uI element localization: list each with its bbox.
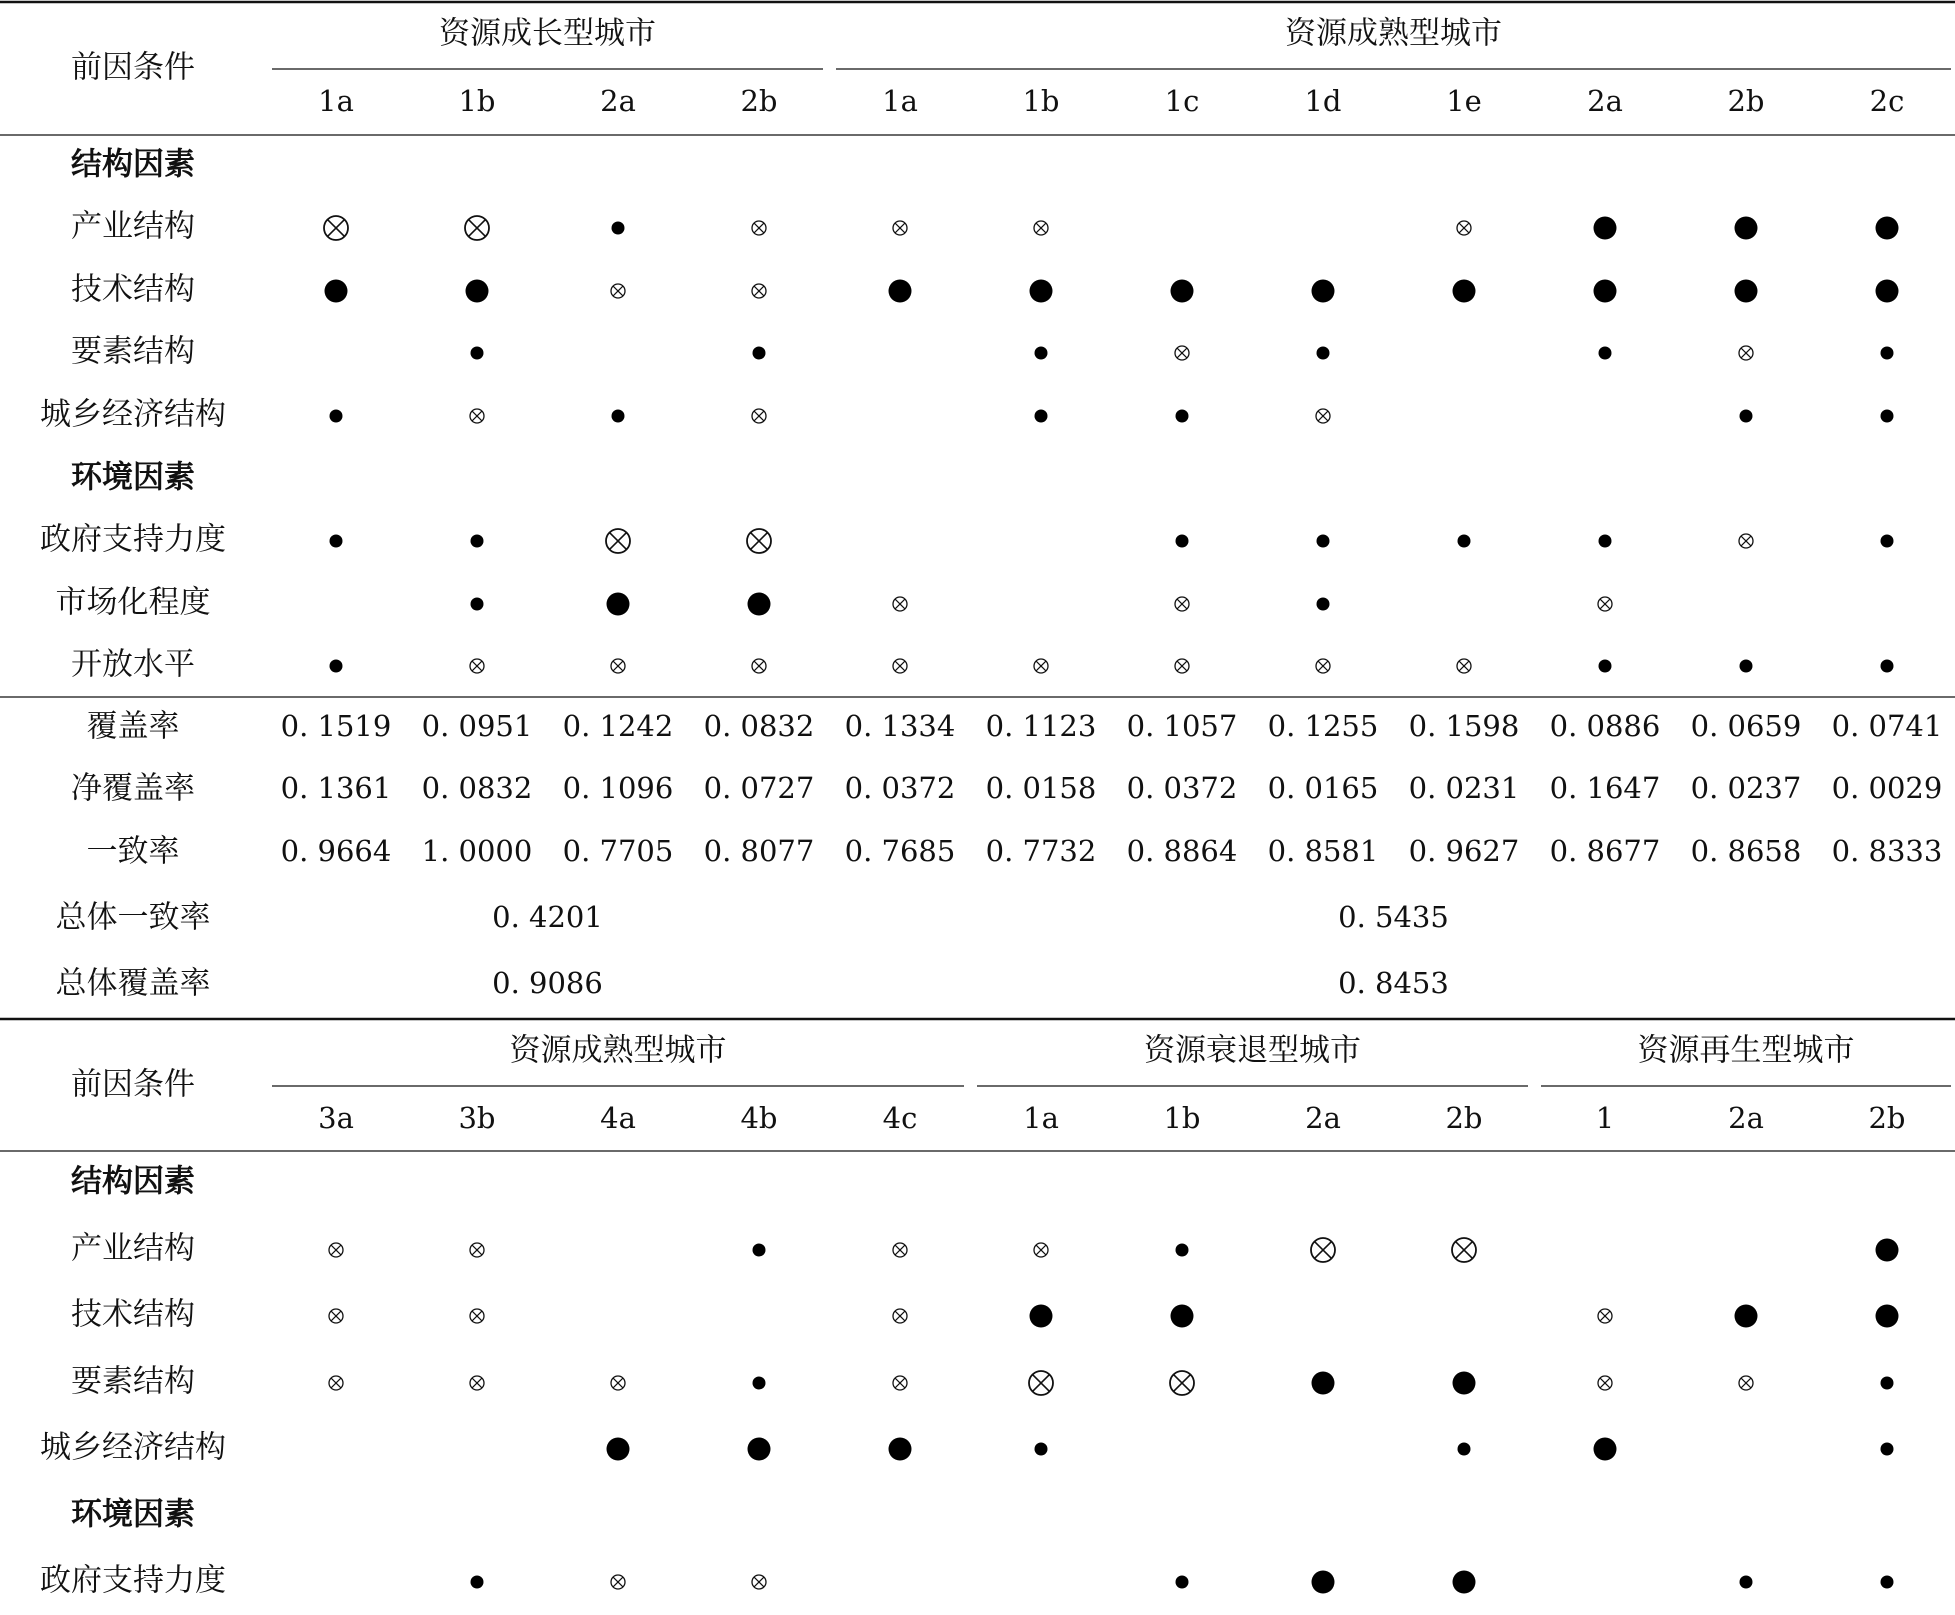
peripheral-absent-icon xyxy=(470,1376,484,1390)
row-label: 要素结构 xyxy=(71,333,195,370)
peripheral-present-icon xyxy=(471,598,484,611)
peripheral-absent-icon xyxy=(752,1575,766,1589)
column-header: 3a xyxy=(318,1101,354,1135)
metric-value: 0. 8077 xyxy=(703,834,815,868)
peripheral-absent-icon xyxy=(1598,597,1612,611)
metric-row xyxy=(71,771,1942,807)
metric-value: 0. 0832 xyxy=(703,709,815,743)
peripheral-absent-icon xyxy=(611,1376,625,1390)
column-header: 1b xyxy=(458,84,496,118)
section-title: 环境因素 xyxy=(71,459,195,496)
peripheral-absent-icon xyxy=(893,1243,907,1257)
core-present-icon xyxy=(1735,1305,1758,1328)
core-present-icon xyxy=(1030,1305,1053,1328)
column-header: 2b xyxy=(1445,1101,1483,1135)
metric-row xyxy=(87,709,1943,745)
column-header: 2a xyxy=(1587,84,1623,118)
peripheral-present-icon xyxy=(330,410,343,423)
metric-value: 0. 1598 xyxy=(1408,709,1520,743)
row-label: 城乡经济结构 xyxy=(40,396,226,433)
peripheral-absent-icon xyxy=(329,1376,343,1390)
peripheral-absent-icon xyxy=(1175,597,1189,611)
column-header: 2a xyxy=(1728,1101,1764,1135)
metric-row xyxy=(87,834,1943,870)
core-absent-icon xyxy=(1311,1238,1335,1262)
peripheral-absent-icon xyxy=(1598,1309,1612,1323)
table-row xyxy=(40,522,1894,558)
peripheral-absent-icon xyxy=(470,1309,484,1323)
column-header: 1a xyxy=(318,84,354,118)
peripheral-absent-icon xyxy=(1034,221,1048,235)
metric-value: 0. 0886 xyxy=(1549,709,1661,743)
peripheral-present-icon xyxy=(1176,535,1189,548)
peripheral-absent-icon xyxy=(1739,534,1753,548)
row-label: 技术结构 xyxy=(71,1296,195,1333)
peripheral-absent-icon xyxy=(1739,346,1753,360)
peripheral-absent-icon xyxy=(752,221,766,235)
core-present-icon xyxy=(1453,280,1476,303)
metric-value: 0. 8581 xyxy=(1267,834,1379,868)
metric-value: 0. 0231 xyxy=(1408,771,1520,805)
metric-value: 0. 0158 xyxy=(985,771,1097,805)
column-header: 1b xyxy=(1163,1101,1201,1135)
core-present-icon xyxy=(607,593,630,616)
metric-value: 0. 7705 xyxy=(562,834,674,868)
core-present-icon xyxy=(1312,280,1335,303)
peripheral-absent-icon xyxy=(1598,1376,1612,1390)
metric-label: 净覆盖率 xyxy=(71,770,195,807)
metric-value: 0. 0727 xyxy=(703,771,815,805)
row-label: 开放水平 xyxy=(71,646,195,683)
peripheral-present-icon xyxy=(1035,410,1048,423)
metric-value: 0. 8658 xyxy=(1690,834,1802,868)
table-row xyxy=(71,334,1894,370)
metric-value: 0. 0741 xyxy=(1831,709,1943,743)
peripheral-present-icon xyxy=(1317,347,1330,360)
metric-value: 0. 0372 xyxy=(844,771,956,805)
overall-value: 0. 5435 xyxy=(1338,900,1449,934)
metric-value: 0. 8677 xyxy=(1549,834,1661,868)
metric-value: 1. 0000 xyxy=(421,834,533,868)
column-header: 1 xyxy=(1595,1101,1615,1135)
core-absent-icon xyxy=(1170,1371,1194,1395)
table-row xyxy=(71,272,1899,308)
peripheral-present-icon xyxy=(612,410,625,423)
metric-label: 一致率 xyxy=(86,833,180,870)
peripheral-present-icon xyxy=(753,347,766,360)
column-header: 4b xyxy=(740,1101,778,1135)
peripheral-present-icon xyxy=(1881,347,1894,360)
metric-value: 0. 0237 xyxy=(1690,771,1802,805)
table-row xyxy=(40,1430,1894,1466)
overall-row xyxy=(56,966,1449,1002)
column-header: 3b xyxy=(458,1101,496,1135)
peripheral-absent-icon xyxy=(1034,1243,1048,1257)
overall-value: 0. 8453 xyxy=(1338,966,1449,1000)
peripheral-present-icon xyxy=(330,660,343,673)
peripheral-absent-icon xyxy=(611,659,625,673)
row-label: 产业结构 xyxy=(71,208,195,245)
core-present-icon xyxy=(889,1438,912,1461)
group-header: 资源再生型城市 xyxy=(1637,1032,1855,1069)
core-absent-icon xyxy=(465,216,489,240)
peripheral-present-icon xyxy=(1881,535,1894,548)
metric-value: 0. 1096 xyxy=(562,771,674,805)
core-present-icon xyxy=(1594,1438,1617,1461)
peripheral-absent-icon xyxy=(329,1309,343,1323)
metric-value: 0. 1647 xyxy=(1549,771,1661,805)
metric-value: 0. 8864 xyxy=(1126,834,1238,868)
row-label: 城乡经济结构 xyxy=(40,1429,226,1466)
column-header: 1c xyxy=(1164,84,1200,118)
column-header: 1b xyxy=(1022,84,1060,118)
peripheral-absent-icon xyxy=(752,659,766,673)
column-header: 4c xyxy=(882,1101,918,1135)
core-present-icon xyxy=(1312,1372,1335,1395)
peripheral-present-icon xyxy=(1035,1443,1048,1456)
column-header: 2b xyxy=(1727,84,1765,118)
row-label: 技术结构 xyxy=(71,271,195,308)
row-label: 政府支持力度 xyxy=(40,521,226,558)
table-row xyxy=(71,1297,1899,1333)
group-header: 资源成熟型城市 xyxy=(1285,15,1502,52)
column-header: 1a xyxy=(1023,1101,1059,1135)
row-label: 要素结构 xyxy=(71,1363,195,1400)
peripheral-absent-icon xyxy=(470,1243,484,1257)
peripheral-present-icon xyxy=(1176,1244,1189,1257)
core-present-icon xyxy=(1171,1305,1194,1328)
peripheral-absent-icon xyxy=(1739,1376,1753,1390)
column-header: 2a xyxy=(1305,1101,1341,1135)
section-title: 结构因素 xyxy=(71,1163,195,1200)
column-header: 1d xyxy=(1304,84,1342,118)
group-header: 资源成熟型城市 xyxy=(509,1032,727,1069)
column-header: 4a xyxy=(600,1101,636,1135)
overall-label: 总体覆盖率 xyxy=(55,965,211,1002)
table-row xyxy=(71,209,1899,245)
core-present-icon xyxy=(748,1438,771,1461)
peripheral-absent-icon xyxy=(893,221,907,235)
table-row xyxy=(40,397,1894,433)
peripheral-present-icon xyxy=(471,535,484,548)
peripheral-present-icon xyxy=(1599,535,1612,548)
metric-value: 0. 7732 xyxy=(985,834,1097,868)
metric-value: 0. 8333 xyxy=(1831,834,1943,868)
peripheral-present-icon xyxy=(1740,410,1753,423)
peripheral-absent-icon xyxy=(893,1376,907,1390)
column-header: 2c xyxy=(1869,84,1905,118)
group-header: 资源衰退型城市 xyxy=(1144,1032,1361,1069)
metric-value: 0. 0165 xyxy=(1267,771,1379,805)
overall-value: 0. 4201 xyxy=(492,900,603,934)
peripheral-absent-icon xyxy=(1457,659,1471,673)
table-row xyxy=(71,1364,1894,1400)
metric-value: 0. 0832 xyxy=(421,771,533,805)
table-row xyxy=(40,1563,1894,1599)
overall-label: 总体一致率 xyxy=(55,899,211,936)
core-present-icon xyxy=(1453,1571,1476,1594)
peripheral-absent-icon xyxy=(1175,659,1189,673)
peripheral-present-icon xyxy=(1881,1443,1894,1456)
peripheral-absent-icon xyxy=(1316,409,1330,423)
core-present-icon xyxy=(1453,1372,1476,1395)
core-present-icon xyxy=(748,593,771,616)
peripheral-present-icon xyxy=(1599,347,1612,360)
metric-value: 0. 1242 xyxy=(562,709,674,743)
peripheral-absent-icon xyxy=(1457,221,1471,235)
peripheral-absent-icon xyxy=(893,1309,907,1323)
section-title: 环境因素 xyxy=(71,1496,195,1533)
peripheral-present-icon xyxy=(1317,535,1330,548)
peripheral-present-icon xyxy=(1176,1576,1189,1589)
column-header: 1a xyxy=(882,84,918,118)
core-absent-icon xyxy=(1452,1238,1476,1262)
metric-value: 0. 7685 xyxy=(844,834,956,868)
metric-value: 0. 9627 xyxy=(1408,834,1520,868)
core-present-icon xyxy=(1594,280,1617,303)
row-label: 市场化程度 xyxy=(55,584,211,621)
peripheral-absent-icon xyxy=(611,1575,625,1589)
core-present-icon xyxy=(1876,217,1899,240)
peripheral-present-icon xyxy=(471,1576,484,1589)
column-header: 2b xyxy=(740,84,778,118)
peripheral-absent-icon xyxy=(1316,659,1330,673)
core-absent-icon xyxy=(606,529,630,553)
peripheral-present-icon xyxy=(1176,410,1189,423)
peripheral-present-icon xyxy=(1881,1576,1894,1589)
metric-value: 0. 1519 xyxy=(280,709,392,743)
row-label: 政府支持力度 xyxy=(40,1562,226,1599)
peripheral-present-icon xyxy=(753,1377,766,1390)
metric-value: 0. 1123 xyxy=(985,709,1097,743)
metric-value: 0. 1255 xyxy=(1267,709,1379,743)
core-present-icon xyxy=(466,280,489,303)
core-present-icon xyxy=(1735,280,1758,303)
peripheral-absent-icon xyxy=(752,409,766,423)
peripheral-absent-icon xyxy=(893,659,907,673)
overall-value: 0. 9086 xyxy=(492,966,603,1000)
group-header: 资源成长型城市 xyxy=(439,15,656,52)
column-header: 2a xyxy=(600,84,636,118)
core-present-icon xyxy=(1312,1571,1335,1594)
metric-value: 0. 1361 xyxy=(280,771,392,805)
column-header: 1e xyxy=(1446,84,1482,118)
core-present-icon xyxy=(325,280,348,303)
peripheral-present-icon xyxy=(1458,535,1471,548)
core-absent-icon xyxy=(747,529,771,553)
metric-value: 0. 9664 xyxy=(280,834,392,868)
peripheral-absent-icon xyxy=(470,659,484,673)
core-present-icon xyxy=(1171,280,1194,303)
antecedent-header: 前因条件 xyxy=(71,49,195,86)
table-row xyxy=(71,1231,1899,1267)
metric-value: 0. 0659 xyxy=(1690,709,1802,743)
row-label: 产业结构 xyxy=(71,1230,195,1267)
metric-label: 覆盖率 xyxy=(86,708,180,745)
section-title: 结构因素 xyxy=(71,146,195,183)
peripheral-absent-icon xyxy=(1175,346,1189,360)
metric-value: 0. 0951 xyxy=(421,709,533,743)
core-present-icon xyxy=(607,1438,630,1461)
table-row xyxy=(71,647,1894,683)
table-row xyxy=(56,585,1613,621)
core-present-icon xyxy=(1876,280,1899,303)
peripheral-present-icon xyxy=(330,535,343,548)
core-present-icon xyxy=(1735,217,1758,240)
peripheral-absent-icon xyxy=(893,597,907,611)
metric-value: 0. 0029 xyxy=(1831,771,1943,805)
column-header: 2b xyxy=(1868,1101,1906,1135)
peripheral-present-icon xyxy=(1035,347,1048,360)
peripheral-present-icon xyxy=(1740,1576,1753,1589)
core-absent-icon xyxy=(324,216,348,240)
core-absent-icon xyxy=(1029,1371,1053,1395)
peripheral-absent-icon xyxy=(611,284,625,298)
core-present-icon xyxy=(1876,1239,1899,1262)
antecedent-header: 前因条件 xyxy=(71,1066,195,1103)
peripheral-absent-icon xyxy=(329,1243,343,1257)
peripheral-present-icon xyxy=(753,1244,766,1257)
peripheral-present-icon xyxy=(471,347,484,360)
peripheral-present-icon xyxy=(1599,660,1612,673)
peripheral-present-icon xyxy=(1458,1443,1471,1456)
peripheral-absent-icon xyxy=(752,284,766,298)
core-present-icon xyxy=(1876,1305,1899,1328)
core-present-icon xyxy=(1594,217,1617,240)
metric-value: 0. 1334 xyxy=(844,709,956,743)
metric-value: 0. 0372 xyxy=(1126,771,1238,805)
core-present-icon xyxy=(1030,280,1053,303)
peripheral-present-icon xyxy=(1881,410,1894,423)
metric-value: 0. 1057 xyxy=(1126,709,1238,743)
peripheral-present-icon xyxy=(1740,660,1753,673)
peripheral-absent-icon xyxy=(1034,659,1048,673)
peripheral-present-icon xyxy=(1881,660,1894,673)
peripheral-absent-icon xyxy=(470,409,484,423)
peripheral-present-icon xyxy=(1317,598,1330,611)
peripheral-present-icon xyxy=(1881,1377,1894,1390)
peripheral-present-icon xyxy=(612,222,625,235)
overall-row xyxy=(56,900,1449,936)
core-present-icon xyxy=(889,280,912,303)
